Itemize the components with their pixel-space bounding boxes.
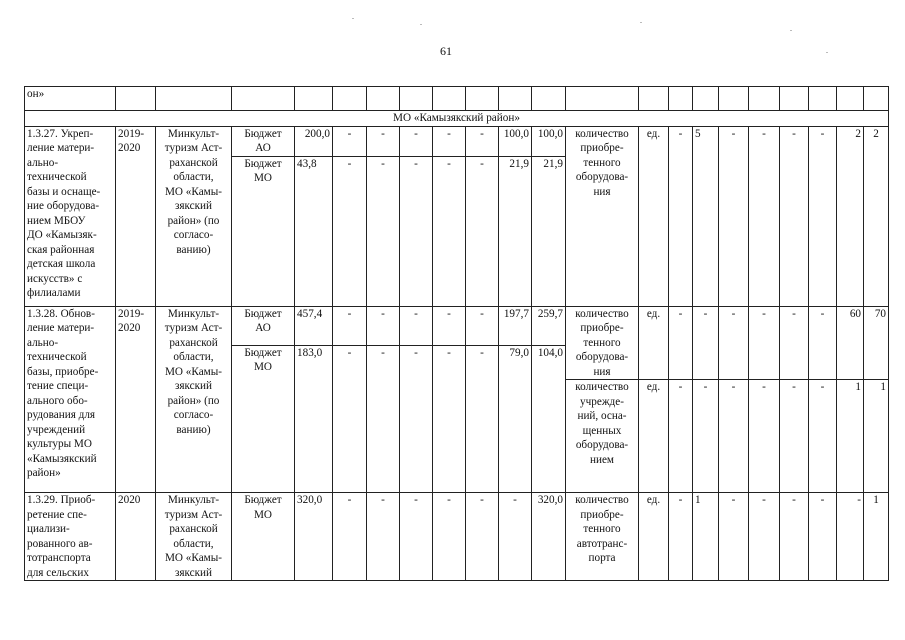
funding-2019: 100,0 bbox=[499, 126, 532, 156]
indicator-value: - bbox=[837, 493, 864, 581]
indicator-value: - bbox=[809, 126, 837, 306]
indicator-value: - bbox=[719, 306, 749, 380]
indicator-value: - bbox=[809, 493, 837, 581]
scan-speck bbox=[352, 18, 354, 19]
empty-value: - bbox=[333, 306, 367, 345]
indicator-name: количество учрежде- ний, осна- щенных оборудова- нием bbox=[566, 380, 639, 493]
indicator-value: - bbox=[749, 493, 780, 581]
indicator-value: - bbox=[719, 380, 749, 493]
funding-2020: 259,7 bbox=[532, 306, 566, 345]
measure-years: 2019- 2020 bbox=[116, 306, 156, 493]
scan-speck bbox=[640, 22, 642, 23]
funding-total: 183,0 bbox=[295, 345, 333, 493]
indicator-value: 1 bbox=[864, 380, 889, 493]
empty-value: - bbox=[433, 493, 466, 581]
empty-value: - bbox=[433, 306, 466, 345]
measure-executor: Минкульт- туризм Аст- раханской области, МО «Камы- зякский район» (по согласо- ванию) bbox=[156, 126, 232, 306]
empty-value: - bbox=[466, 156, 499, 306]
empty-value: - bbox=[433, 126, 466, 156]
measure-name: 1.3.29. Приоб- ретение спе- циализи- рованного ав- тотранспорта для сельских bbox=[25, 493, 116, 581]
indicator-value: - bbox=[669, 380, 693, 493]
empty-value: - bbox=[367, 345, 400, 493]
indicator-unit: ед. bbox=[639, 306, 669, 380]
indicator-value: - bbox=[669, 493, 693, 581]
measure-executor: Минкульт- туризм Аст- раханской области, МО «Камы- зякский район» (по согласо- ванию) bbox=[156, 306, 232, 493]
indicator-value: 1 bbox=[693, 493, 719, 581]
empty-value: - bbox=[400, 345, 433, 493]
empty-value: - bbox=[400, 493, 433, 581]
empty-value: - bbox=[400, 156, 433, 306]
funding-source: Бюджет МО bbox=[232, 493, 295, 581]
empty-value: - bbox=[400, 126, 433, 156]
funding-source: Бюджет МО bbox=[232, 156, 295, 306]
empty-value: - bbox=[333, 345, 367, 493]
indicator-value: - bbox=[809, 380, 837, 493]
empty-value: - bbox=[333, 156, 367, 306]
empty-value: - bbox=[367, 306, 400, 345]
funding-2019: 21,9 bbox=[499, 156, 532, 306]
funding-source: Бюджет МО bbox=[232, 345, 295, 493]
funding-source: Бюджет АО bbox=[232, 126, 295, 156]
indicator-value: - bbox=[719, 126, 749, 306]
empty-value: - bbox=[466, 345, 499, 493]
indicator-name: количество приобре- тенного оборудова- ния bbox=[566, 126, 639, 306]
empty-value: - bbox=[333, 493, 367, 581]
indicator-value: 1 bbox=[864, 493, 889, 581]
indicator-value: - bbox=[749, 306, 780, 380]
funding-total: 457,4 bbox=[295, 306, 333, 345]
indicator-value: 2 bbox=[864, 126, 889, 306]
empty-value: - bbox=[433, 345, 466, 493]
empty-value: - bbox=[367, 493, 400, 581]
funding-2019: 197,7 bbox=[499, 306, 532, 345]
indicator-value: 2 bbox=[837, 126, 864, 306]
indicator-value: - bbox=[719, 493, 749, 581]
funding-2020: 320,0 bbox=[532, 493, 566, 581]
measure-name: 1.3.28. Обнов- ление матери- ально- технической базы, приобре- тение специ- ального обо- рудования для учреждений культуры МО «Камызякский район» bbox=[25, 306, 116, 493]
indicator-value: - bbox=[780, 493, 809, 581]
indicator-value: - bbox=[780, 306, 809, 380]
funding-total: 200,0 bbox=[295, 126, 333, 156]
funding-2020: 100,0 bbox=[532, 126, 566, 156]
indicator-value: 70 bbox=[864, 306, 889, 380]
indicator-value: 5 bbox=[693, 126, 719, 306]
funding-2019: 79,0 bbox=[499, 345, 532, 493]
empty-value: - bbox=[367, 156, 400, 306]
indicator-value: 60 bbox=[837, 306, 864, 380]
page-number: 61 bbox=[440, 44, 452, 58]
funding-2020: 104,0 bbox=[532, 345, 566, 493]
empty-value: - bbox=[466, 306, 499, 345]
indicator-name: количество приобре- тенного автотранс- порта bbox=[566, 493, 639, 581]
indicator-value: - bbox=[669, 306, 693, 380]
indicator-value: - bbox=[693, 306, 719, 380]
table-row bbox=[25, 306, 889, 345]
indicator-value: - bbox=[749, 126, 780, 306]
empty-value: - bbox=[466, 493, 499, 581]
section-title-row bbox=[25, 111, 889, 127]
scan-speck bbox=[790, 30, 792, 31]
funding-2019: - bbox=[499, 493, 532, 581]
empty-value: - bbox=[333, 126, 367, 156]
empty-value: - bbox=[400, 306, 433, 345]
funding-total: 43,8 bbox=[295, 156, 333, 306]
section-title: МО «Камызякский район» bbox=[25, 111, 889, 127]
continuation-text: он» bbox=[25, 87, 116, 111]
funding-2020: 21,9 bbox=[532, 156, 566, 306]
continuation-row bbox=[25, 87, 889, 111]
empty-value: - bbox=[367, 126, 400, 156]
empty-value: - bbox=[433, 156, 466, 306]
scan-speck bbox=[420, 24, 422, 25]
indicator-name: количество приобре- тенного оборудова- ния bbox=[566, 306, 639, 380]
funding-total: 320,0 bbox=[295, 493, 333, 581]
indicator-unit: ед. bbox=[639, 126, 669, 306]
indicator-unit: ед. bbox=[639, 493, 669, 581]
measure-years: 2020 bbox=[116, 493, 156, 581]
indicator-value: - bbox=[749, 380, 780, 493]
measure-years: 2019- 2020 bbox=[116, 126, 156, 306]
indicator-value: - bbox=[693, 380, 719, 493]
indicator-value: - bbox=[780, 126, 809, 306]
indicator-value: - bbox=[809, 306, 837, 380]
indicator-value: 1 bbox=[837, 380, 864, 493]
empty-value: - bbox=[466, 126, 499, 156]
program-measures-table bbox=[24, 86, 889, 581]
funding-source: Бюджет АО bbox=[232, 306, 295, 345]
measure-executor: Минкульт- туризм Аст- раханской области, МО «Камы- зякский bbox=[156, 493, 232, 581]
indicator-unit: ед. bbox=[639, 380, 669, 493]
table-row bbox=[25, 126, 889, 156]
indicator-value: - bbox=[669, 126, 693, 306]
scan-speck bbox=[826, 52, 828, 53]
table-row bbox=[25, 493, 889, 581]
indicator-value: - bbox=[780, 380, 809, 493]
measure-name: 1.3.27. Укреп- ление матери- ально- технической базы и оснаще- ние оборудова- нием МБОУ ДО «Камызяк- ская районная детская школа искусств» с филиалами bbox=[25, 126, 116, 306]
